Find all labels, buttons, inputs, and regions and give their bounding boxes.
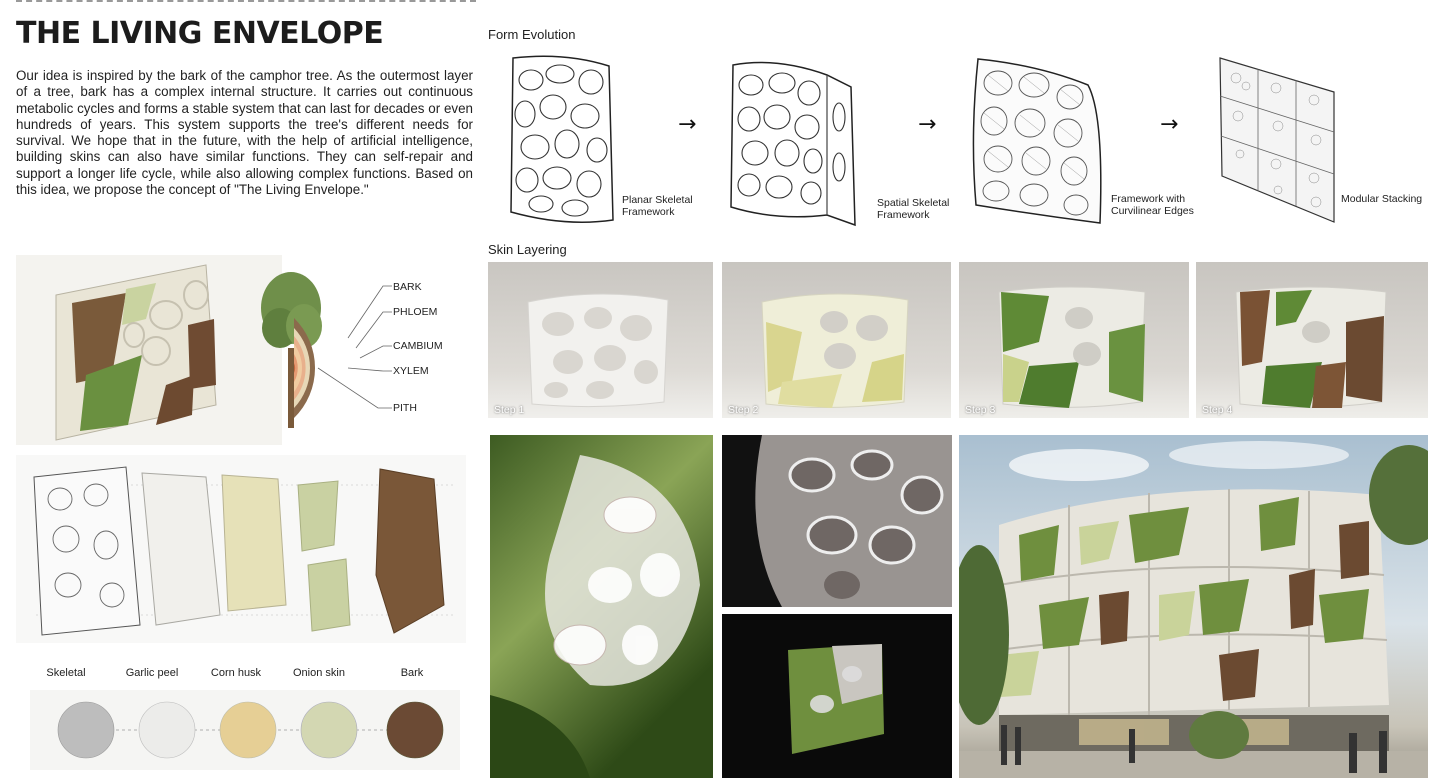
tree-diagram xyxy=(258,268,458,436)
tree-label-cambium: CAMBIUM xyxy=(393,340,443,352)
swatch-corn-husk xyxy=(220,702,276,758)
tree-label-xylem: XYLEM xyxy=(393,365,429,377)
swatch-garlic-peel xyxy=(139,702,195,758)
tree-label-phloem: PHLOEM xyxy=(393,306,438,318)
page-title: THE LIVING ENVELOPE xyxy=(16,16,384,51)
form-evolution-heading: Form Evolution xyxy=(488,27,576,42)
skin-step-4-photo xyxy=(1196,262,1428,418)
swatch-onion-skin xyxy=(301,702,357,758)
material-label-corn-husk: Corn husk xyxy=(210,667,262,679)
form-stage-1-caption xyxy=(622,194,693,218)
closeup-photo-translucent xyxy=(722,435,952,607)
material-label-garlic-peel: Garlic peel xyxy=(125,667,179,679)
skin-step-2-photo xyxy=(722,262,951,418)
step-label: Step 2 xyxy=(728,404,759,416)
step-label: Step 3 xyxy=(965,404,996,416)
form-stage-4-caption xyxy=(1341,193,1422,205)
arrow-icon: → xyxy=(1160,112,1179,137)
step-label: Step 4 xyxy=(1202,404,1233,416)
material-label-bark: Bark xyxy=(400,667,424,679)
decorative-dashed-line xyxy=(16,0,476,8)
form-stage-3-caption xyxy=(1111,193,1194,217)
caption-line: Spatial Skeletal xyxy=(877,197,950,209)
skin-layering-heading: Skin Layering xyxy=(488,242,567,257)
step-label: Step 1 xyxy=(494,404,525,416)
tree-label-bark: BARK xyxy=(393,281,422,293)
form-stage-3-drawing xyxy=(968,55,1106,227)
form-stage-2-drawing xyxy=(727,57,857,229)
skin-step-3-photo xyxy=(959,262,1189,418)
closeup-photo-panel-dark xyxy=(722,614,952,778)
arrow-icon: → xyxy=(678,112,697,137)
tree-label-pith: PITH xyxy=(393,402,417,414)
skin-step-1-photo xyxy=(488,262,713,418)
swatch-bark xyxy=(387,702,443,758)
arrow-icon: → xyxy=(918,112,937,137)
closeup-photo-leaf-light xyxy=(490,435,713,778)
caption-line: Planar Skeletal xyxy=(622,194,693,206)
caption-line: Framework xyxy=(622,206,675,218)
caption-line: Framework xyxy=(877,209,930,221)
material-label-skeletal: Skeletal xyxy=(46,667,86,679)
building-rendering-photo xyxy=(959,435,1428,778)
material-swatches xyxy=(30,690,460,770)
exploded-layers-panel xyxy=(16,455,466,643)
assembly-panel-photo xyxy=(16,255,282,445)
swatch-skeletal xyxy=(58,702,114,758)
caption-line: Framework with xyxy=(1111,193,1186,205)
form-stage-4-drawing xyxy=(1216,56,1338,224)
form-stage-2-caption xyxy=(877,197,949,221)
material-label-onion-skin: Onion skin xyxy=(293,667,345,679)
caption-line: Modular Stacking xyxy=(1341,193,1423,205)
intro-paragraph: Our idea is inspired by the bark of the camphor tree. As the outermost layer of a tree, bark has a complex internal structure. It carries out continuous metabolic cycles and forms a stable system that can last for decades or even hundreds of years. This system supports the tree's different needs for survival. We hope that in the future, with the help of artificial intelligence, building skins can also have similar functions. They can self-repair and support a longer life cycle, while also allowing complex functions. Based on this idea, we propose the concept of "The Living Envelope." xyxy=(16,68,473,198)
caption-line: Curvilinear Edges xyxy=(1111,205,1194,217)
form-stage-1-drawing xyxy=(505,52,617,227)
